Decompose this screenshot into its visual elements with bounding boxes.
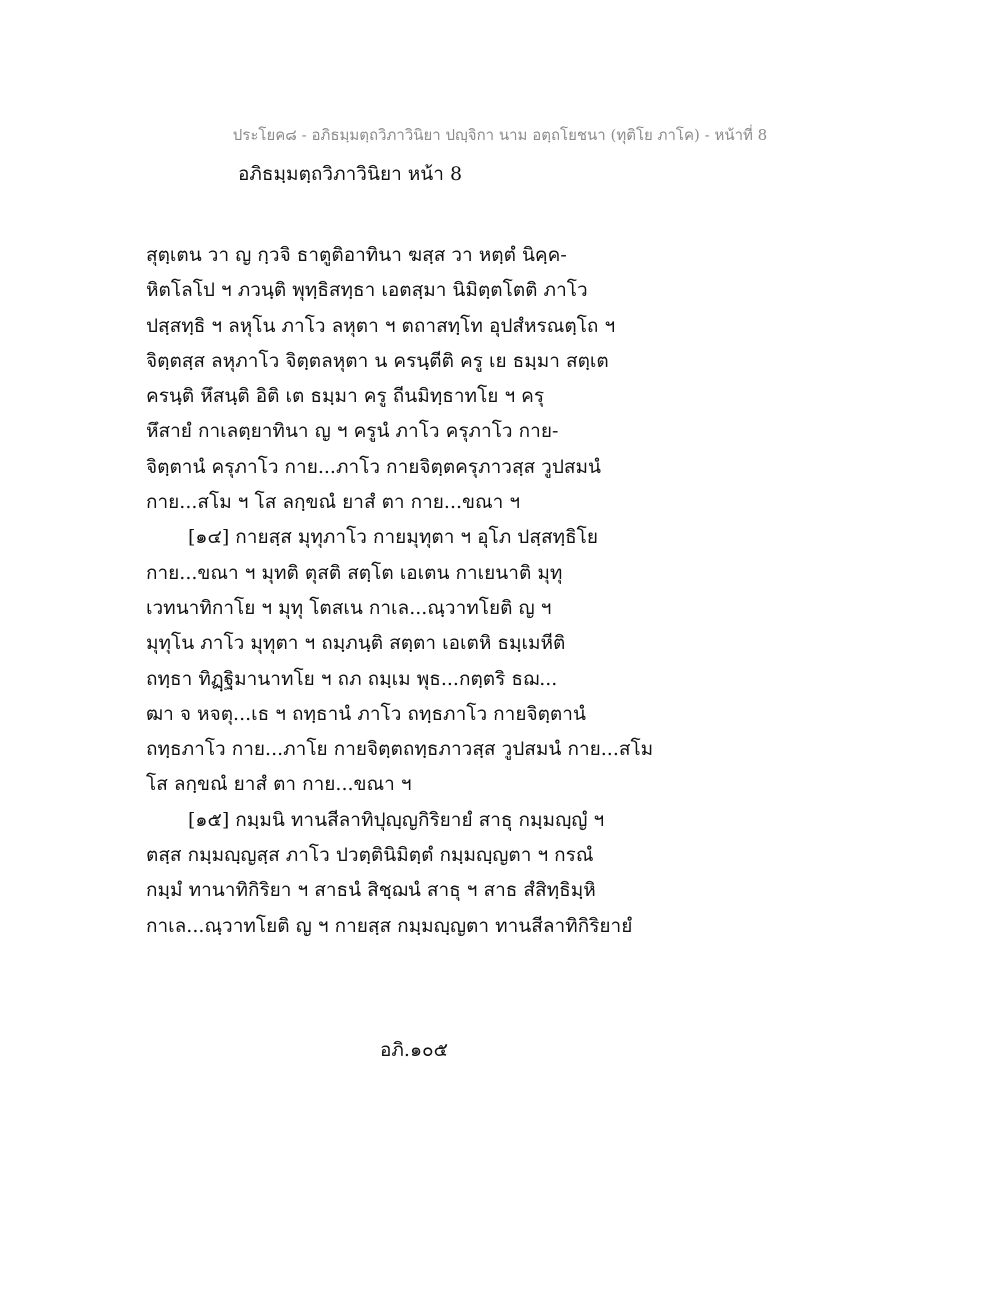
text-line: มุทุโน ภาโว มุทุตา ฯ ถมฺภนฺติ สตฺตา เอเตหิ ธมฺเมหีติ xyxy=(146,632,566,655)
text-line: ถทฺธภาโว กาย...ภาโย กายจิตฺตถทฺธภาวสฺส วูปสมนํ กาย...สโม xyxy=(146,738,654,761)
text-line: กาเล...ณฺวาทโยติ ญ ฯ กายสฺส กมฺมญฺญตา ทานสีลาทิกิริยายํ xyxy=(146,914,633,937)
body-text xyxy=(146,238,866,944)
text-line: ถทฺธา ทิฏฺฐิมานาทโย ฯ ถภ ถมฺเม พุธ...กตฺตริ ธฌ... xyxy=(146,667,558,690)
text-line: ฒา จ หจตุ...เธ ฯ ถทฺธานํ ภาโว ถทฺธภาโว กายจิตฺตานํ xyxy=(146,702,586,725)
text-line: หึสายํ กาเลตฺยาทินา ญ ฯ ครูนํ ภาโว ครุภาโว กาย- xyxy=(146,420,559,443)
paragraph-start-line: [๑๕] กมฺมนิ ทานสีลาทิปุญฺญกิริยายํ สาธุ กมฺมญฺญํ ฯ xyxy=(188,808,605,831)
text-line: ตสฺส กมฺมญฺญสฺส ภาโว ปวตฺตินิมิตฺตํ กมฺมญฺญตา ฯ กรณํ xyxy=(146,844,594,867)
text-line: ครนฺติ หึสนฺติ อิติ เต ธมฺมา ครู ถีนมิทฺธาทโย ฯ ครุ xyxy=(146,385,545,408)
text-line: จิตฺตสฺส ลหุภาโว จิตฺตลหุตา น ครนฺตีติ ครู เย ธมฺมา สตฺเต xyxy=(146,349,609,372)
page-title: อภิธมฺมตฺถวิภาวินิยา หน้า 8 xyxy=(238,163,463,185)
text-line: โส ลกฺขณํ ยาสํ ตา กาย...ขณา ฯ xyxy=(146,773,412,796)
paragraph-start-line: [๑๔] กายสฺส มุทุภาโว กายมุทุตา ฯ อุโภ ปสฺสทฺธิโย xyxy=(188,526,599,549)
text-line: กาย...สโม ฯ โส ลกฺขณํ ยาสํ ตา กาย...ขณา ฯ xyxy=(146,491,521,514)
text-line: เวทนาทิกาโย ฯ มุทุ โตสเน กาเล...ณฺวาทโยติ ญ ฯ xyxy=(146,596,552,619)
text-line: ปสฺสทฺธิ ฯ ลหุโน ภาโว ลหุตา ฯ ตถาสทฺโท อุปสํหรณตฺโถ ฯ xyxy=(146,314,616,337)
text-line: หิตโลโป ฯ ภวนฺติ พุทฺธิสทฺธา เอตสฺมา นิมิตฺตโตติ ภาโว xyxy=(146,279,588,302)
text-line: สุตฺเตน วา ญ กฺวจิ ธาตูติอาทินา ฆสฺส วา หตฺตํ นิคฺค- xyxy=(146,244,567,266)
text-line: จิตฺตานํ ครุภาโว กาย...ภาโว กายจิตฺตครุภาวสฺส วูปสมนํ xyxy=(146,455,602,478)
running-header: ประโยค๘ - อภิธมฺมตฺถวิภาวินิยา ปญฺจิกา นาม อตฺถโยชนา (ทุติโย ภาโค) - หน้าที่ 8 xyxy=(232,126,768,144)
text-line: กาย...ขณา ฯ มุทติ ตุสติ สตฺโต เอเตน กาเยนาติ มุทุ xyxy=(146,561,563,584)
text-line: กมฺมํ ทานาทิกิริยา ฯ สาธนํ สิชฺฌนํ สาธุ ฯ สาธ สํสิทฺธิมฺหิ xyxy=(146,879,596,902)
page-folio: อภิ.๑๐๕ xyxy=(380,1039,449,1061)
